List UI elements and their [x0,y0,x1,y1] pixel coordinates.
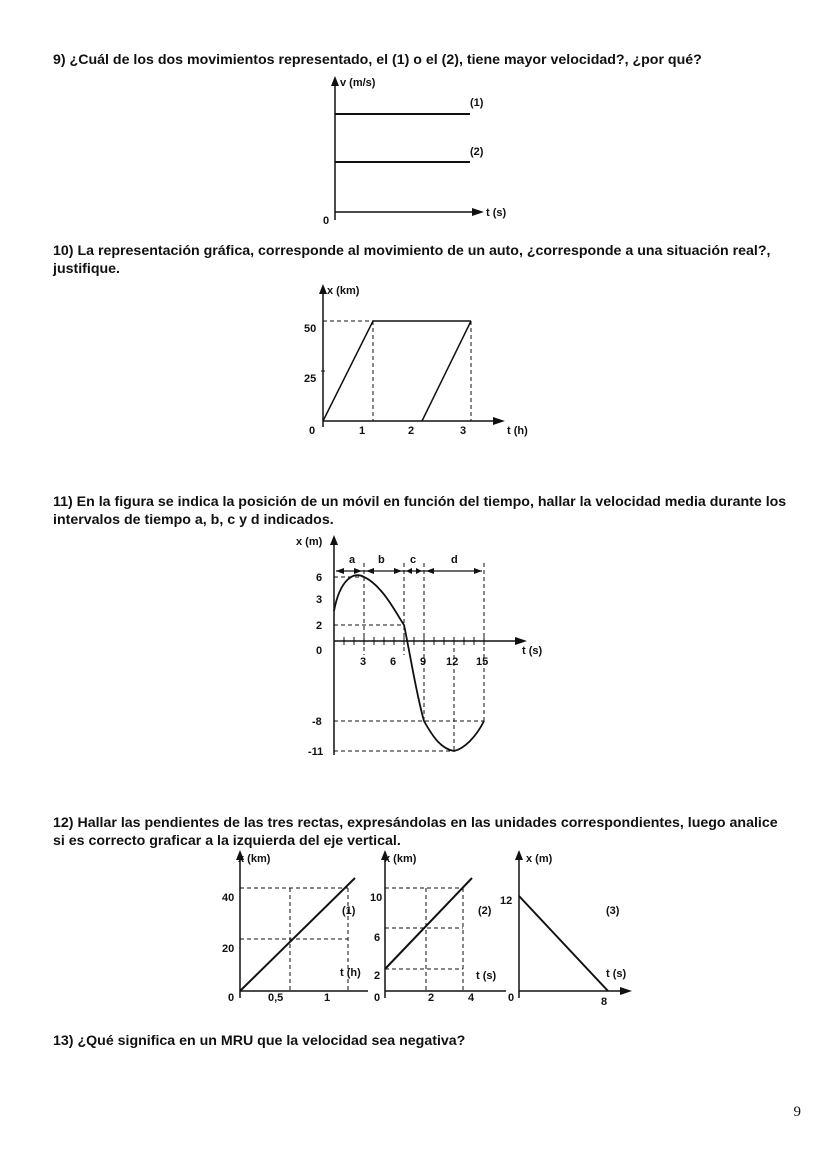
figure-12-graph-1 [220,848,370,1018]
y-tick-minus-11: -11 [308,746,324,758]
figure-9-velocity-graph [310,72,510,230]
figure-11-position-graph [292,533,562,761]
x-axis-arrow-icon [620,987,632,995]
x-tick-1: 1 [359,425,366,437]
y-tick-3: 3 [316,594,323,606]
x-tick-2: 2 [408,425,415,437]
origin-label: 0 [508,992,515,1004]
x-axis-label: t (h) [507,425,528,437]
y-axis-arrow-icon [331,76,339,86]
x-tick-1: 1 [324,992,331,1004]
question-12: 12) Hallar las pendientes de las tres rectas, expresándolas en las unidades correspondientes, luego analice si es correcto graficar a la izquierda del eje vertical. [53,815,778,849]
line-2-label: (2) [470,146,484,158]
line-1 [240,878,355,991]
return-line [422,321,471,421]
line-3-label: (3) [606,905,620,917]
x-tick-3: 3 [360,656,367,668]
page-number: 9 [793,1104,801,1120]
x-axis-label: t (s) [606,968,627,980]
x-tick-4: 4 [468,992,475,1004]
figure-12-graph-3 [496,848,641,1018]
x-axis-arrow-icon [472,208,484,216]
question-9: 9) ¿Cuál de los dos movimientos representado, el (1) o el (2), tiene mayor velocidad?, ¿por qué? [53,52,702,68]
y-tick-50: 50 [304,323,317,335]
line-3 [519,896,608,991]
y-tick-12: 12 [500,895,513,907]
position-line [323,321,471,421]
y-axis-arrow-icon [330,535,338,545]
y-axis-label: x (m) [296,536,323,548]
x-tick-15: 15 [476,656,489,668]
y-tick-40: 40 [222,892,235,904]
x-axis-arrow-icon [515,637,527,645]
interval-b: b [378,554,385,566]
question-11: 11) En la figura se indica la posición de un móvil en función del tiempo, hallar la velocidad media durante los intervalos de tiempo a, b, c y d indicados. [53,494,787,528]
interval-a: a [349,554,356,566]
x-axis-arrow-icon [493,417,505,425]
figure-10-position-graph [295,282,545,442]
line-2 [385,878,472,969]
x-tick-2: 2 [428,992,435,1004]
y-axis-arrow-icon [319,284,327,294]
y-tick-6: 6 [316,572,323,584]
origin-label: 0 [309,425,316,437]
y-tick-minus-8: -8 [312,716,322,728]
x-tick-0-5: 0,5 [268,992,284,1004]
position-curve [334,575,484,751]
figure-12-graph-2 [368,848,508,1018]
x-tick-6: 6 [390,656,397,668]
y-tick-25: 25 [304,373,317,385]
origin-label: 0 [228,992,235,1004]
y-axis-label: x (km) [384,853,417,865]
origin-label: 0 [316,645,323,657]
x-tick-9: 9 [420,656,427,668]
origin-label: 0 [374,992,381,1004]
y-axis-label: x (km) [238,853,271,865]
line-2-label: (2) [478,905,492,917]
x-axis-label: t (s) [522,645,543,657]
y-axis-label: v (m/s) [340,77,376,89]
origin-label: 0 [323,215,330,227]
y-tick-6: 6 [374,932,381,944]
line-1-label: (1) [470,97,484,109]
y-axis-arrow-icon [515,850,523,860]
x-axis-label: t (s) [486,207,507,219]
y-tick-20: 20 [222,943,235,955]
y-axis-label: x (m) [526,853,553,865]
interval-d: d [451,554,458,566]
x-tick-3: 3 [460,425,467,437]
y-tick-2: 2 [374,970,381,982]
x-tick-8: 8 [601,996,608,1008]
y-tick-10: 10 [370,892,383,904]
x-axis-label: t (s) [476,970,497,982]
line-1-label: (1) [342,905,356,917]
x-axis-label: t (h) [340,967,361,979]
x-tick-12: 12 [446,656,459,668]
y-tick-2: 2 [316,620,323,632]
y-axis-label: x (km) [327,285,360,297]
interval-c: c [410,554,417,566]
question-10: 10) La representación gráfica, corresponde al movimiento de un auto, ¿corresponde a una situación real?, justifique. [53,243,771,277]
question-13: 13) ¿Qué significa en un MRU que la velocidad sea negativa? [53,1033,466,1049]
